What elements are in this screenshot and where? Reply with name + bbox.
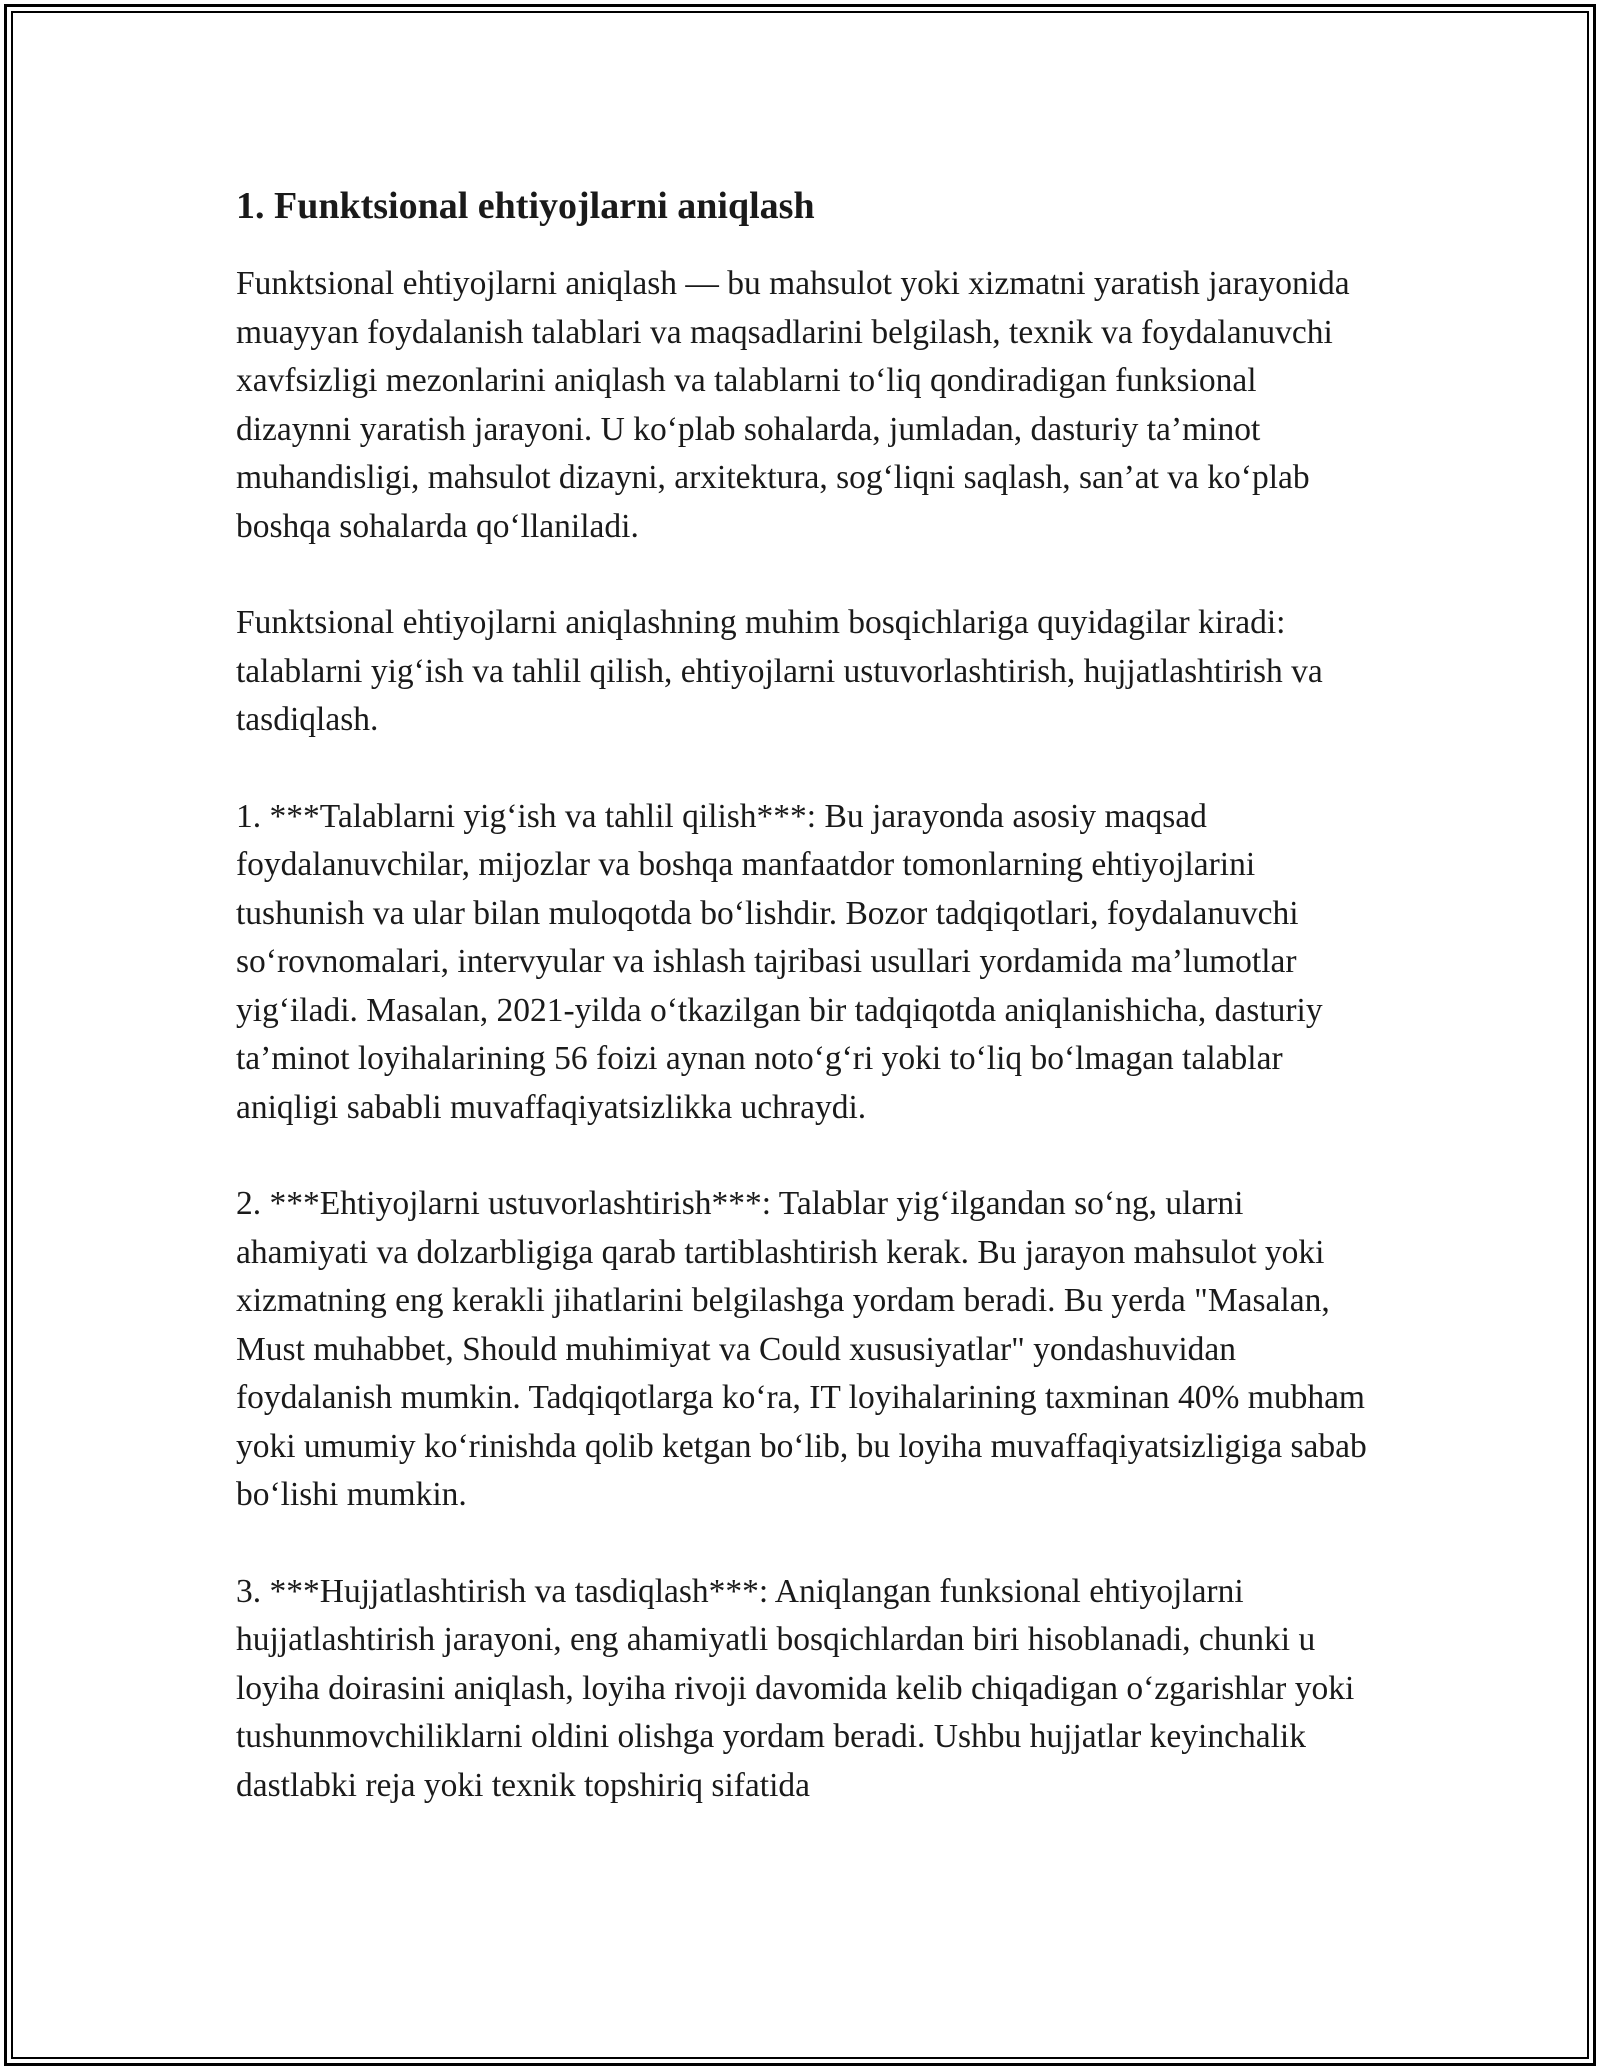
paragraph-step-1: 1. ***Talablarni yig‘ish va tahlil qilish***: Bu jarayonda asosiy maqsad foydalanuvchilar, mijozlar va boshqa manfaatdor tomonlarning ehtiyojlarini tushunish va ular bilan muloqotda bo‘lishdir. Bozor tadqiqotlari, foydalanuvchi so‘rovnomalari, intervyular va ishlash tajribasi usullari yordamida ma’lumotlar yig‘iladi. Masalan, 2021-yilda o‘tkazilgan bir tadqiqotda aniqlanishicha, dasturiy ta’minot loyihalarining 56 foizi aynan noto‘g‘ri yoki to‘liq bo‘lmagan talablar aniqligi sababli muvaffaqiyatsizlikka uchraydi. [236,797,1323,1126]
paragraph-step-2: 2. ***Ehtiyojlarni ustuvorlashtirish***: Talablar yig‘ilgandan so‘ng, ularni ahamiyati va dolzarbligiga qarab tartiblashtirish kerak. Bu jarayon mahsulot yoki xizmatning eng kerakli jihatlarini belgilashga yordam beradi. Bu yerda "Masalan, Must muhabbet, Should muhimiyat va Could xususiyatlar" yondashuvidan foydalanish mumkin. Tadqiqotlarga ko‘ra, IT loyihalarining taxminan 40% mubham yoki umumiy ko‘rinishda qolib ketgan bo‘lib, bu loyiha muvaffaqiyatsizligiga sabab bo‘lishi mumkin. [236,1185,1367,1513]
paragraph-definition: Funktsional ehtiyojlarni aniqlash — bu mahsulot yoki xizmatni yaratish jarayonida muayyan foydalanish talablari va maqsadlarini belgilash, texnik va foydalanuvchi xavfsizligi mezonlarini aniqlash va talablarni to‘liq qondiradigan funksional dizaynni yaratish jarayoni. U ko‘plab sohalarda, jumladan, dasturiy ta’minot muhandisligi, mahsulot dizayni, arxitektura, sog‘liqni saqlash, san’at va ko‘plab boshqa sohalarda qo‘llaniladi. [236,265,1350,545]
document-body [236,180,1370,1810]
paragraph-stages: Funktsional ehtiyojlarni aniqlashning muhim bosqichlariga quyidagilar kiradi: talablarni yig‘ish va tahlil qilish, ehtiyojlarni ustuvorlashtirish, hujjatlashtirish va tasdiqlash. [236,604,1323,738]
paragraph-step-3: 3. ***Hujjatlashtirish va tasdiqlash***: Aniqlangan funksional ehtiyojlarni hujjatlashtirish jarayoni, eng ahamiyatli bosqichlardan biri hisoblanadi, chunki u loyiha doirasini aniqlash, loyiha rivoji davomida kelib chiqadigan o‘zgarishlar yoki tushunmovchiliklarni oldini olishga yordam beradi. Ushbu hujjatlar keyinchalik dastlabki reja yoki texnik topshiriq sifatida [236,1572,1355,1804]
section-heading: 1. Funktsional ehtiyojlarni aniqlash [236,185,815,227]
